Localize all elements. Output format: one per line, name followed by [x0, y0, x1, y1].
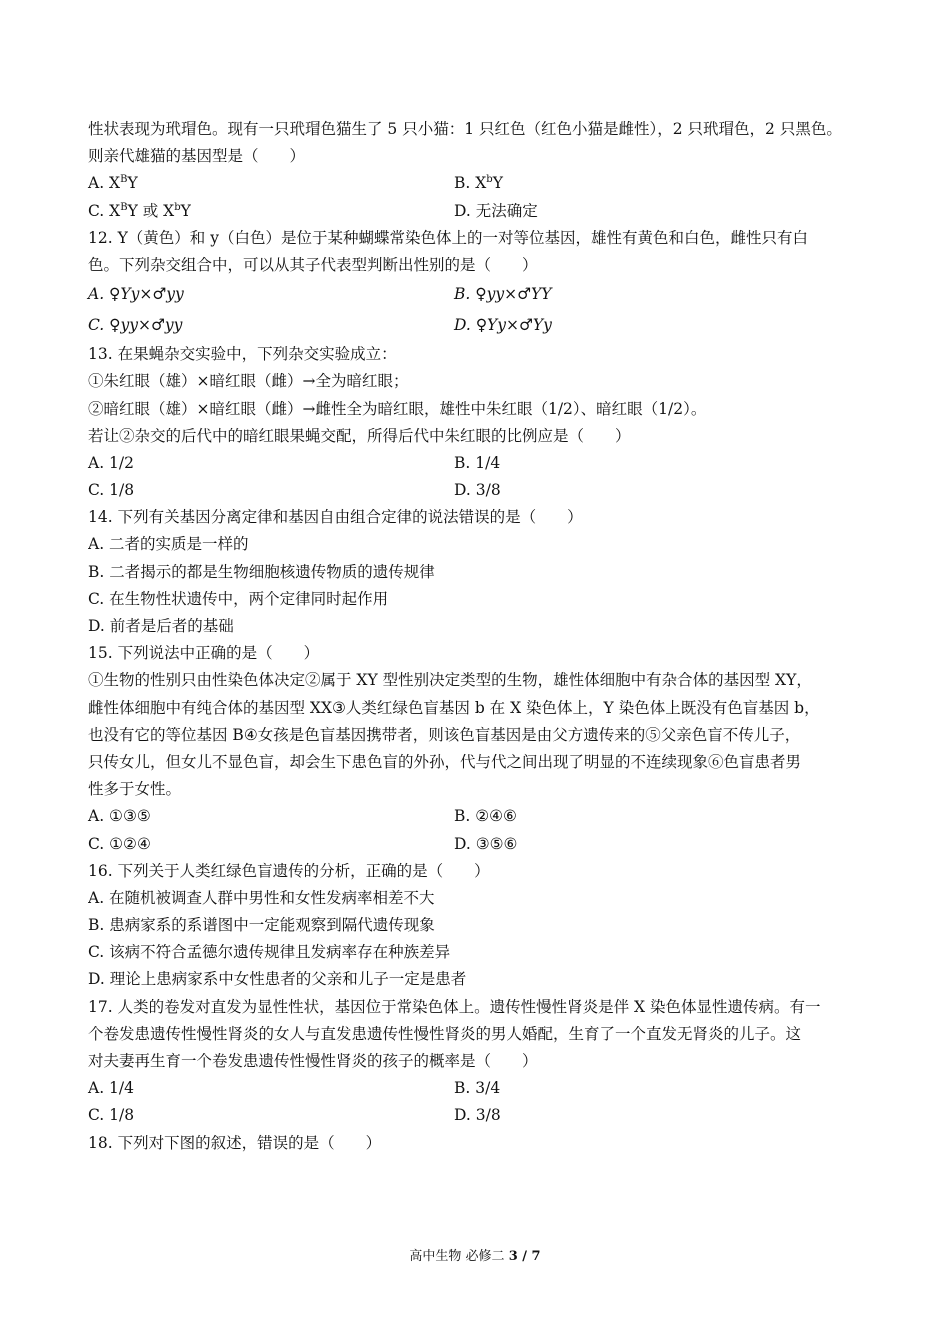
- q15-body-line1: ①生物的性别只由性染色体决定②属于 XY 型性别决定类型的生物，雄性体细胞中有杂合体的基因型 XY，: [88, 671, 812, 690]
- q13-stem-line2: ①朱红眼（雄）×暗红眼（雌）→全为暗红眼；: [88, 372, 409, 391]
- q14-option-d: D. 前者是后者的基础: [88, 617, 234, 635]
- q12-stem-line2: 色。下列杂交组合中，可以从其子代表型判断出性别的是（ ）: [88, 255, 538, 274]
- q11-options-row2: [88, 198, 868, 225]
- q12-options-row2: [88, 310, 868, 341]
- q16-option-b: B. 患病家系的系谱图中一定能观察到隔代遗传现象: [88, 916, 435, 935]
- q17-stem-line3: 对夫妻再生育一个卷发患遗传性慢性肾炎的孩子的概率是（ ）: [88, 1052, 538, 1070]
- q13-option-b: B. 1/4: [454, 453, 501, 472]
- q12-option-c: C. ♀yy×♂yy: [88, 316, 183, 335]
- q13-option-d: D. 3/8: [454, 481, 501, 500]
- q15-body-line3: 也没有它的等位基因 B④女孩是色盲基因携带者，则该色盲基因是由父方遗传来的⑤父亲色盲不传儿子，: [88, 725, 801, 744]
- q14-option-c: C. 在生物性状遗传中，两个定律同时起作用: [88, 589, 389, 608]
- q15-body-line4: 只传女儿，但女儿不显色盲，却会生下患色盲的外孙，代与代之间出现了明显的不连续现象⑥色盲患者男: [88, 752, 802, 771]
- q17-option-c: C. 1/8: [88, 1106, 135, 1125]
- q12-options-row1: [88, 279, 868, 310]
- q11-stem-line1: 性状表现为玳瑁色。现有一只玳瑁色猫生了 5 只小猫：1 只红色（红色小猫是雌性），2 只玳瑁色，2 只黑色。: [88, 120, 842, 138]
- q14-stem: 14. 下列有关基因分离定律和基因自由组合定律的说法错误的是（ ）: [88, 508, 583, 527]
- q16-stem: 16. 下列关于人类红绿色盲遗传的分析，正确的是（ ）: [88, 861, 490, 880]
- q16-option-c: C. 该病不符合孟德尔遗传规律且发病率存在种族差异: [88, 943, 451, 962]
- q13-stem-line4: 若让②杂交的后代中的暗红眼果蝇交配，所得后代中朱红眼的比例应是（ ）: [88, 426, 631, 445]
- q17-stem-line2: 个卷发患遗传性慢性肾炎的女人与直发患遗传性慢性肾炎的男人婚配，生育了一个直发无肾炎的儿子。这: [88, 1024, 802, 1043]
- q12-stem-line1: 12. Y（黄色）和 y（白色）是位于某种蝴蝶常染色体上的一对等位基因，雄性有黄色和白色，雌性只有白: [88, 228, 808, 247]
- document-page: [88, 116, 868, 1157]
- q15-option-b: B. ②④⑥: [454, 807, 517, 826]
- q11-stem-line2: 则亲代雄猫的基因型是（ ）: [88, 147, 306, 166]
- q13-options-row2: [88, 477, 868, 504]
- q13-stem-line3: ②暗红眼（雄）×暗红眼（雌）→雌性全为暗红眼，雄性中朱红眼（1/2）、暗红眼（1/2）。: [88, 399, 707, 418]
- q17-option-a: A. 1/4: [88, 1079, 134, 1098]
- q18-stem: 18. 下列对下图的叙述，错误的是（ ）: [88, 1133, 382, 1152]
- q12-option-d: D. ♀Yy×♂Yy: [454, 316, 552, 335]
- q15-option-c: C. ①②④: [88, 834, 151, 853]
- q17-option-b: B. 3/4: [454, 1079, 501, 1098]
- q15-option-a: A. ①③⑤: [88, 807, 151, 826]
- q14-option-b: B. 二者揭示的都是生物细胞核遗传物质的遗传规律: [88, 562, 435, 581]
- q13-option-c: C. 1/8: [88, 481, 135, 500]
- q15-stem: 15. 下列说法中正确的是（ ）: [88, 644, 320, 663]
- q14-option-a: A. 二者的实质是一样的: [88, 535, 249, 554]
- q17-options-row2: [88, 1102, 868, 1129]
- q12-option-b: B. ♀yy×♂YY: [454, 285, 552, 304]
- page-footer: [0, 1248, 950, 1266]
- q17-option-d: D. 3/8: [454, 1106, 501, 1125]
- q17-stem-line1: 17. 人类的卷发对直发为显性性状，基因位于常染色体上。遗传性慢性肾炎是伴 X 染色体显性遗传病。有一: [88, 997, 821, 1016]
- q17-options-row1: [88, 1075, 868, 1102]
- footer-page-number: 3 / 7: [508, 1249, 541, 1264]
- q11-option-c: C. $X^BY$ 或 $X^bY$: [88, 201, 191, 220]
- q13-option-a: A. 1/2: [88, 453, 134, 472]
- footer-label: 高中生物 必修二: [409, 1249, 509, 1264]
- q11-options-row1: [88, 170, 868, 197]
- q11-option-a: A. $X^BY$: [88, 174, 138, 193]
- q12-option-a: A. ♀Yy×♂yy: [88, 285, 184, 304]
- q15-options-row1: [88, 803, 868, 830]
- q15-body-line2: 雌性体细胞中有纯合体的基因型 XX③人类红绿色盲基因 b 在 X 染色体上，Y 染色体上既没有色盲基因 b，: [88, 698, 820, 717]
- q16-option-d: D. 理论上患病家系中女性患者的父亲和儿子一定是患者: [88, 970, 467, 989]
- q15-body-line5: 性多于女性。: [88, 780, 182, 799]
- q13-options-row1: [88, 450, 868, 477]
- q11-option-b: B. $X^bY$: [454, 174, 503, 193]
- q13-stem-line1: 13. 在果蝇杂交实验中，下列杂交实验成立：: [88, 345, 397, 364]
- q15-options-row2: [88, 831, 868, 858]
- q11-option-d: D. 无法确定: [454, 201, 538, 220]
- q16-option-a: A. 在随机被调查人群中男性和女性发病率相差不大: [88, 888, 435, 907]
- q15-option-d: D. ③⑤⑥: [454, 834, 518, 853]
